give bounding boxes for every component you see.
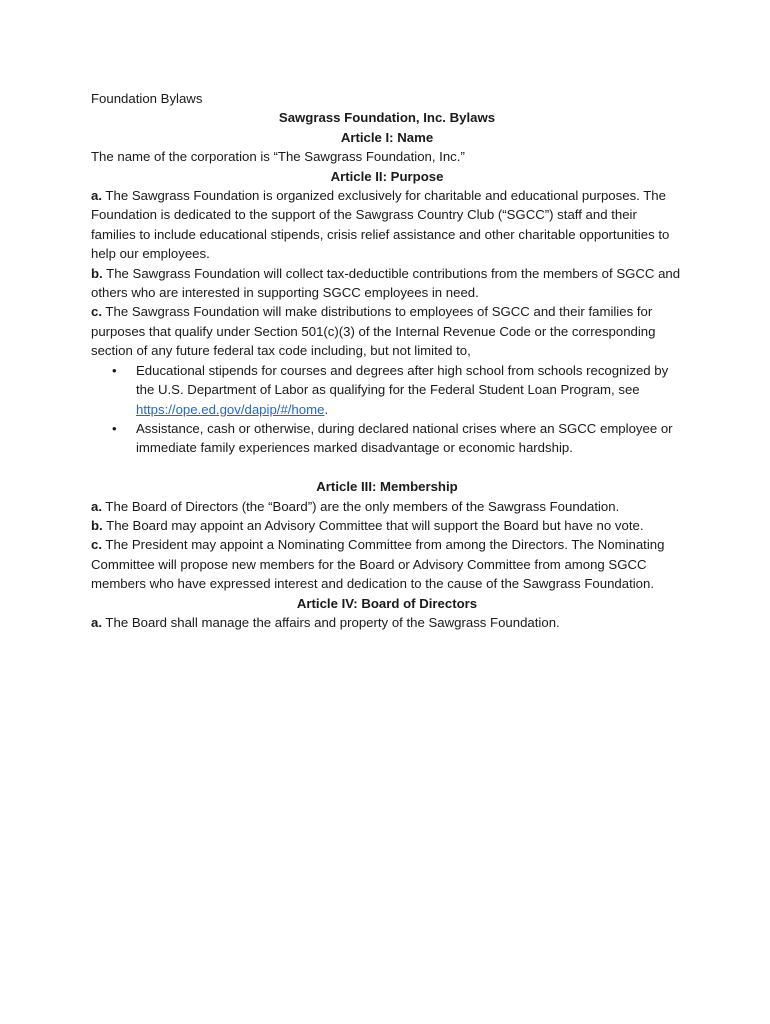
list-item	[91, 419, 683, 458]
article-2-clause-c	[91, 302, 683, 360]
list-item	[91, 361, 683, 419]
clause-label: a.	[91, 188, 102, 204]
document-title: Sawgrass Foundation, Inc. Bylaws	[278, 110, 496, 126]
article-4-clause-a	[91, 613, 683, 632]
clause-text: The Sawgrass Foundation will collect tax-deductible contributions from the members of SGCC and others who are interested in supporting SGCC employees in need.	[91, 265, 681, 301]
bullet-text: Assistance, cash or otherwise, during declared national crises where an SGCC employee or immediate family experiences marked disadvantage or economic hardship.	[136, 420, 673, 456]
clause-label: b.	[91, 265, 103, 281]
purpose-bullet-list	[91, 361, 683, 458]
clause-label: a.	[91, 614, 102, 630]
clause-label: b.	[91, 517, 103, 533]
clause-text: The Sawgrass Foundation is organized exclusively for charitable and educational purposes. The Foundation is dedicated to the support of the Sawgrass Country Club (“SGCC”) staff and their families to include educational stipends, crisis relief assistance and other charitable opportunities to help our employees.	[91, 188, 670, 262]
clause-text: The Board shall manage the affairs and property of the Sawgrass Foundation.	[102, 614, 560, 630]
clause-text: The Board may appoint an Advisory Committee that will support the Board but have no vote.	[102, 517, 644, 533]
clause-label: a.	[91, 498, 102, 514]
article-3-heading: Article III: Membership	[316, 479, 458, 495]
article-2-clause-a	[91, 186, 683, 264]
bullet-icon: •	[112, 362, 117, 378]
article-3-clause-c	[91, 535, 683, 593]
document-header: Foundation Bylaws	[91, 91, 203, 106]
article-2-clause-b	[91, 264, 683, 303]
bullet-icon: •	[112, 420, 117, 436]
clause-label: c.	[91, 537, 102, 553]
bullet-text: Educational stipends for courses and degrees after high school from schools recognized by the U.S. Department of Labor as qualifying for the Federal Student Loan Program, see	[136, 362, 669, 398]
article-3-clause-b	[91, 516, 683, 535]
document-body	[91, 89, 683, 632]
clause-text: The Sawgrass Foundation will make distributions to employees of SGCC and their families for purposes that qualify under Section 501(c)(3) of the Internal Revenue Code or the corresponding section of any future federal tax code including, but not limited to,	[91, 304, 656, 359]
article-1-heading: Article I: Name	[340, 129, 434, 145]
article-2-heading: Article II: Purpose	[330, 168, 444, 184]
article-3-clause-a	[91, 497, 683, 516]
article-4-heading: Article IV: Board of Directors	[296, 595, 478, 611]
article-1-text: The name of the corporation is “The Sawgrass Foundation, Inc.”	[91, 149, 465, 165]
clause-label: c.	[91, 304, 102, 320]
clause-text: The Board of Directors (the “Board”) are the only members of the Sawgrass Foundation.	[102, 498, 620, 514]
bullet-end: .	[324, 401, 329, 417]
dapip-link[interactable]: https://ope.ed.gov/dapip/#/home	[136, 401, 325, 417]
clause-text: The President may appoint a Nominating Committee from among the Directors. The Nominating Committee will propose new members for the Board or Advisory Committee from among SGCC members who have expressed interest and dedication to the cause of the Sawgrass Foundation.	[91, 537, 665, 592]
